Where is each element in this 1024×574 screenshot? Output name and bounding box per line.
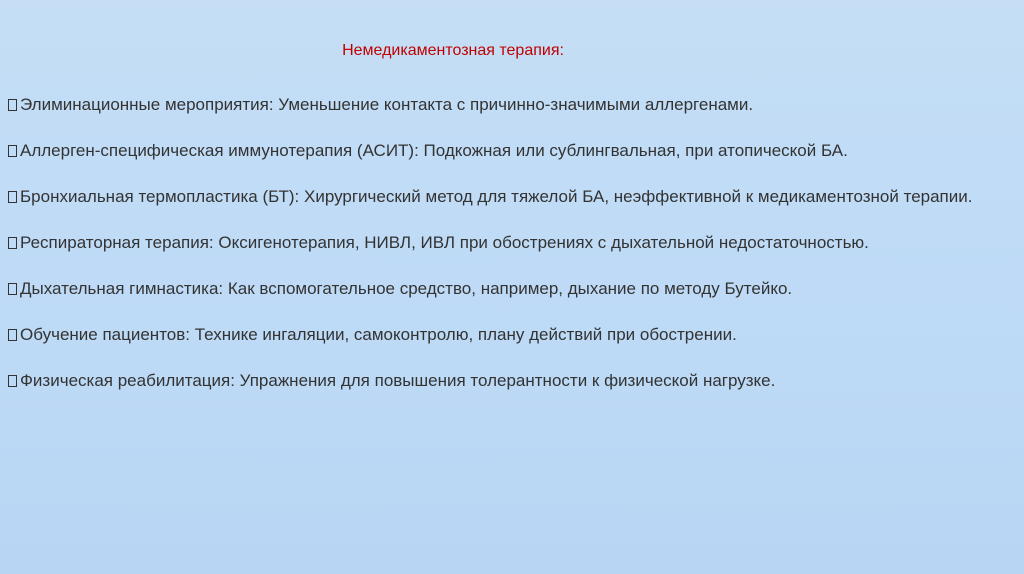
bullet-text: Элиминационные мероприятия: Уменьшение контакта с причинно-значимыми аллергенами. <box>20 95 754 114</box>
bullet-text: Бронхиальная термопластика (БТ): Хирургический метод для тяжелой БА, неэффективной к медикаментозной терапии. <box>20 187 973 206</box>
list-item <box>8 82 1018 128</box>
list-item <box>8 358 1018 404</box>
bullet-box-icon <box>8 191 17 203</box>
list-item <box>8 174 1018 220</box>
bullet-box-icon <box>8 329 17 341</box>
list-item <box>8 220 1018 266</box>
bullet-list <box>8 82 1018 404</box>
bullet-box-icon <box>8 145 17 157</box>
list-item <box>8 266 1018 312</box>
bullet-text: Аллерген-специфическая иммунотерапия (АСИТ): Подкожная или сублингвальная, при атопической БА. <box>20 141 848 160</box>
bullet-box-icon <box>8 99 17 111</box>
list-item <box>8 312 1018 358</box>
slide-title: Немедикаментозная терапия: <box>342 42 564 59</box>
bullet-box-icon <box>8 237 17 249</box>
bullet-box-icon <box>8 375 17 387</box>
bullet-text: Респираторная терапия: Оксигенотерапия, НИВЛ, ИВЛ при обострениях с дыхательной недостаточностью. <box>20 233 869 252</box>
list-item <box>8 128 1018 174</box>
bullet-text: Физическая реабилитация: Упражнения для повышения толерантности к физической нагрузке. <box>20 371 776 390</box>
bullet-text: Дыхательная гимнастика: Как вспомогательное средство, например, дыхание по методу Бутейко. <box>20 279 793 298</box>
bullet-box-icon <box>8 283 17 295</box>
bullet-text: Обучение пациентов: Технике ингаляции, самоконтролю, плану действий при обострении. <box>20 325 737 344</box>
